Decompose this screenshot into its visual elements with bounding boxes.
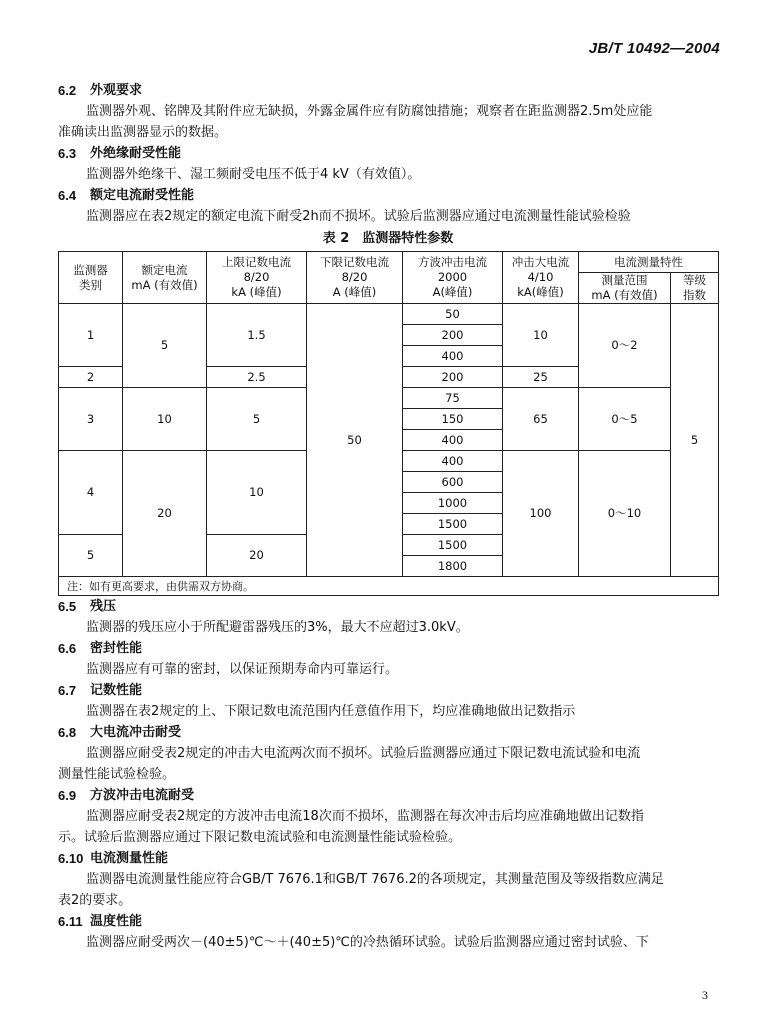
- header-measurement: 电流测量特性: [579, 252, 719, 273]
- section-heading: 6.11 温度性能: [58, 914, 143, 929]
- cell-square: 1800: [403, 556, 503, 577]
- cell-upper: 1.5: [207, 304, 307, 367]
- cell-range: 0～2: [579, 304, 671, 388]
- paragraph-line: 监测器外观、铭牌及其附件应无缺损，外露金属件应有防腐蚀措施；观察者在距监测器2.5m处应能: [86, 104, 653, 119]
- section-heading: 6.10 电流测量性能: [58, 851, 169, 866]
- table-title: 表 2 监测器特性参数: [322, 231, 454, 246]
- cell-square: 1000: [403, 493, 503, 514]
- paragraph-line: 示。试验后监测器应通过下限记数电流试验和电流测量性能试验检验。: [58, 830, 462, 845]
- header-lower-count-current: 下限记数电流 8/20 A (峰值): [307, 252, 403, 304]
- header-range: 测量范围 mA (有效值): [579, 273, 671, 304]
- header-type: 监测器 类别: [59, 252, 123, 304]
- cell-range: 0～5: [579, 388, 671, 451]
- cell-rated: 20: [123, 451, 207, 577]
- section-heading: 6.3 外绝缘耐受性能: [58, 146, 182, 161]
- paragraph-line: 监测器电流测量性能应符合GB/T 7676.1和GB/T 7676.2的各项规定，其测量范围及等级指数应满足: [86, 872, 664, 887]
- page-number: 3: [702, 988, 708, 1002]
- cell-square: 400: [403, 430, 503, 451]
- cell-lower: 50: [307, 304, 403, 577]
- cell-range: 0～10: [579, 451, 671, 577]
- cell-square: 200: [403, 325, 503, 346]
- section-heading: 6.6 密封性能: [58, 641, 143, 656]
- header-rated-current: 额定电流 mA (有效值): [123, 252, 207, 304]
- cell-impulse: 10: [503, 304, 579, 367]
- header-square-wave-current: 方波冲击电流 2000 A(峰值): [403, 252, 503, 304]
- cell-rated: 10: [123, 388, 207, 451]
- cell-rated: 5: [123, 304, 207, 388]
- cell-upper: 10: [207, 451, 307, 535]
- standard-number: JB/T 10492—2004: [588, 40, 720, 57]
- cell-impulse: 25: [503, 367, 579, 388]
- cell-square: 600: [403, 472, 503, 493]
- paragraph-line: 表2的要求。: [58, 893, 132, 908]
- cell-square: 1500: [403, 514, 503, 535]
- table-row: [59, 304, 719, 325]
- table-note-row: [59, 577, 719, 596]
- header-upper-count-current: 上限记数电流 8/20 kA (峰值): [207, 252, 307, 304]
- header-impulse-current: 冲击大电流 4/10 kA(峰值): [503, 252, 579, 304]
- cell-upper: 2.5: [207, 367, 307, 388]
- paragraph-line: 监测器应有可靠的密封，以保证预期寿命内可靠运行。: [86, 662, 399, 677]
- cell-square: 200: [403, 367, 503, 388]
- cell-type: 3: [59, 388, 123, 451]
- document-body: [58, 80, 718, 953]
- cell-grade: 5: [671, 304, 719, 577]
- header-grade: 等级 指数: [671, 273, 719, 304]
- cell-square: 400: [403, 451, 503, 472]
- paragraph-line: 监测器外绝缘干、湿工频耐受电压不低于4 kV（有效值）。: [86, 167, 421, 182]
- section-heading: 6.9 方波冲击电流耐受: [58, 788, 195, 803]
- paragraph-line: 准确读出监测器显示的数据。: [58, 125, 228, 140]
- section-heading: 6.8 大电流冲击耐受: [58, 725, 182, 740]
- cell-square: 1500: [403, 535, 503, 556]
- cell-type: 5: [59, 535, 123, 577]
- cell-square: 75: [403, 388, 503, 409]
- paragraph-line: 测量性能试验检验。: [58, 767, 176, 782]
- paragraph-line: 监测器应耐受两次－(40±5)℃～＋(40±5)℃的冷热循环试验。试验后监测器应通过密封试验、下: [86, 935, 649, 950]
- section-heading: 6.4 额定电流耐受性能: [58, 188, 195, 203]
- cell-square: 400: [403, 346, 503, 367]
- cell-type: 4: [59, 451, 123, 535]
- cell-square: 50: [403, 304, 503, 325]
- characteristics-table: [58, 251, 719, 596]
- cell-impulse: 100: [503, 451, 579, 577]
- table-note: 注：如有更高要求，由供需双方协商。: [59, 577, 719, 596]
- paragraph-line: 监测器在表2规定的上、下限记数电流范围内任意值作用下，均应准确地做出记数指示: [86, 704, 576, 719]
- section-heading: 6.2 外观要求: [58, 83, 143, 98]
- paragraph-line: 监测器应耐受表2规定的方波冲击电流18次而不损坏，监测器在每次冲击后均应准确地做出记数指: [86, 809, 644, 824]
- cell-type: 2: [59, 367, 123, 388]
- section-heading: 6.5 残压: [58, 599, 117, 614]
- section-heading: 6.7 记数性能: [58, 683, 143, 698]
- cell-upper: 5: [207, 388, 307, 451]
- paragraph-line: 监测器应耐受表2规定的冲击大电流两次而不损坏。试验后监测器应通过下限记数电流试验和电流: [86, 746, 641, 761]
- paragraph-line: 监测器的残压应小于所配避雷器残压的3%，最大不应超过3.0kV。: [86, 620, 469, 635]
- cell-type: 1: [59, 304, 123, 367]
- paragraph-line: 监测器应在表2规定的额定电流下耐受2h而不损坏。试验后监测器应通过电流测量性能试验检验: [86, 209, 631, 224]
- cell-upper: 20: [207, 535, 307, 577]
- cell-square: 150: [403, 409, 503, 430]
- cell-impulse: 65: [503, 388, 579, 451]
